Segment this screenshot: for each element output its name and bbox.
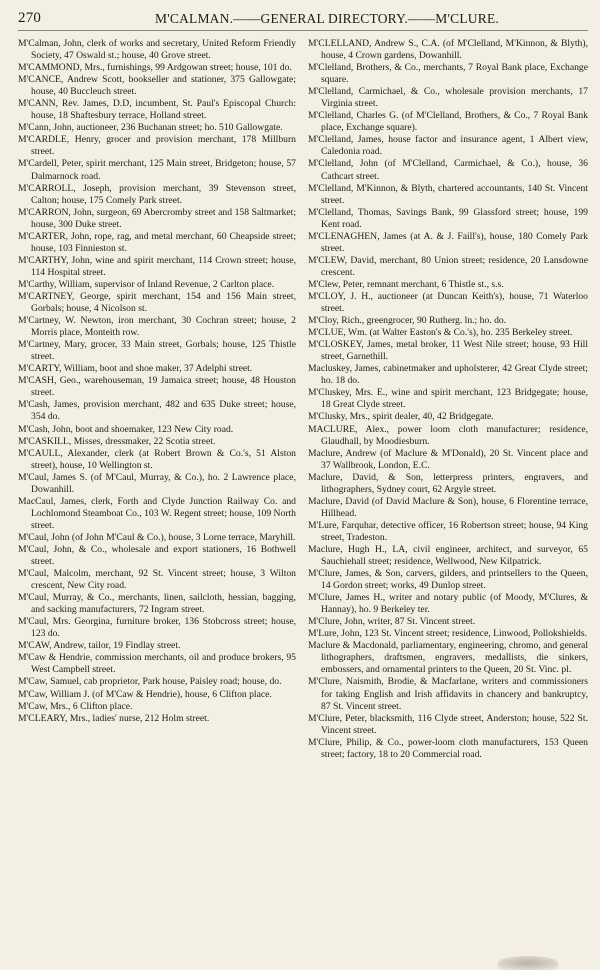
directory-entry: M'Clure, Naismith, Brodie, & Macfarlane, writers and commissioners for taking English and Irish affidavits in chancery and bankruptcy, 87 St. Vincent street. — [308, 676, 588, 712]
directory-entry: M'CLEARY, Mrs., ladies' nurse, 212 Holm street. — [18, 712, 210, 724]
directory-entry: M'CARRON, John, surgeon, 69 Abercromby street and 158 Saltmarket; house, 300 Duke street. — [18, 206, 296, 230]
directory-entry: M'Clure, James H., writer and notary public (of Moody, M'Clures, & Hannay), ho. 9 Berkeley ter. — [308, 592, 588, 616]
directory-entry: M'Clew, Peter, remnant merchant, 6 Thistle st., s.s. — [308, 278, 504, 290]
directory-entry: M'CLEW, David, merchant, 80 Union street; residence, 20 Lansdowne crescent. — [308, 254, 588, 278]
directory-entry: M'CAW, Andrew, tailor, 19 Findlay street. — [18, 640, 181, 652]
directory-entry: M'CANN, Rev. James, D.D, incumbent, St. Paul's Episcopal Church: house, 18 Shaftesbury terrace, Holland street. — [18, 98, 296, 122]
directory-entry: M'Caul, Malcolm, merchant, 92 St. Vincent street; house, 3 Wilton crescent, New City road. — [18, 568, 296, 592]
directory-entry: M'Clelland, Thomas, Savings Bank, 99 Glassford street; house, 199 Kent road. — [308, 206, 588, 230]
directory-entry: M'CARROLL, Joseph, provision merchant, 39 Stevenson street, Calton; house, 175 Comely Park street. — [18, 182, 296, 206]
left-column — [18, 38, 296, 956]
directory-entry: M'Carthy, William, supervisor of Inland Revenue, 2 Carlton place. — [18, 278, 275, 290]
directory-entry: M'Caw, Samuel, cab proprietor, Park house, Paisley road; house, do. — [18, 676, 282, 688]
directory-entry: Maclure, David (of David Maclure & Son), house, 6 Florentine terrace, Hillhead. — [308, 495, 588, 519]
directory-entry: Maclure & Macdonald, parliamentary, engineering, chromo, and general lithographers, draftsmen, engravers, medallists, die sinkers, embossers, and ornamental printers to the Queen, 20 St. Vinc. pl. — [308, 640, 588, 676]
directory-entry: MACLURE, Alex., power loom cloth manufacturer; residence, Glaudhall, by Moodiesburn. — [308, 423, 588, 447]
directory-entry: M'Caw, Mrs., 6 Clifton place. — [18, 700, 133, 712]
directory-entry: M'Cartney, Mary, grocer, 33 Main street, Gorbals; house, 125 Thistle street. — [18, 339, 296, 363]
directory-entry: M'Calman, John, clerk of works and secretary, United Reform Friendly Society, 47 Oswald st.; house, 40 Grove street. — [18, 38, 296, 62]
directory-entry: M'Cann, John, auctioneer, 236 Buchanan street; ho. 510 Gallowgate. — [18, 122, 283, 134]
directory-entry: M'Clelland, Charles G. (of M'Clelland, Brothers, & Co., 7 Royal Bank place, Exchange square). — [308, 110, 588, 134]
directory-entry: Maclure, David, & Son, letterpress printers, engravers, and lithographers, Sydney court, 62 Argyle street. — [308, 471, 588, 495]
directory-entry: M'Cartney, W. Newton, iron merchant, 30 Cochran street; house, 2 Morris place, Monteith row. — [18, 315, 296, 339]
directory-entry: M'Lure, John, 123 St. Vincent street; residence, Linwood, Pollokshields. — [308, 628, 587, 640]
directory-entry: M'CARTNEY, George, spirit merchant, 154 and 156 Main street, Gorbals; house, 4 Nicolson st. — [18, 290, 296, 315]
directory-entry: M'Caw & Hendrie, commission merchants, oil and produce brokers, 95 West Campbell street. — [18, 652, 296, 676]
directory-entry: M'CLOY, J. H., auctioneer (at Duncan Keith's), house, 71 Waterloo street. — [308, 290, 588, 315]
directory-entry: M'Clelland, Brothers, & Co., merchants, 7 Royal Bank place, Exchange square. — [308, 62, 588, 86]
directory-entry: M'CLELLAND, Andrew S., C.A. (of M'Clelland, M'Kinnon, & Blyth), house, 4 Crown gardens, Dowanhill. — [308, 38, 588, 62]
directory-entry: M'CANCE, Andrew Scott, bookseller and stationer, 375 Gallowgate; house, 40 Buccleuch street. — [18, 74, 296, 98]
page-number: 270 — [18, 10, 42, 26]
directory-entry: M'Clure, Peter, blacksmith, 116 Clyde street, Anderston; house, 522 St. Vincent street. — [308, 712, 588, 736]
directory-entry: Maclure, Andrew (of Maclure & M'Donald), 20 St. Vincent place and 37 Wallbrook, London, E.C. — [308, 447, 588, 471]
directory-entry: M'Cardell, Peter, spirit merchant, 125 Main street, Bridgeton; house, 57 Dalmarnock road. — [18, 158, 296, 182]
directory-entry: M'Caul, John, & Co., wholesale and export stationers, 16 Bothwell street. — [18, 543, 296, 568]
directory-entry: M'Caw, William J. (of M'Caw & Hendrie), house, 6 Clifton place. — [18, 688, 272, 700]
directory-entry: M'CASH, Geo., warehouseman, 19 Jamaica street; house, 48 Houston street. — [18, 375, 296, 399]
directory-entry: M'Clelland, John (of M'Clelland, Carmichael, & Co.), house, 36 Cathcart street. — [308, 158, 588, 182]
directory-entry: M'Cloy, Rich., greengrocer, 90 Rutherg. ln.; ho. do. — [308, 315, 507, 327]
directory-entry: M'CAMMOND, Mrs., furnishings, 99 Ardgowan street; house, 101 do. — [18, 62, 292, 74]
directory-entry: M'CAULL, Alexander, clerk (at Robert Brown & Co.'s, 51 Alston street), house, 10 Wellington st. — [18, 447, 296, 471]
directory-entry: M'Clure, Philip, & Co., power-loom cloth manufacturers, 153 Queen street; factory, 18 to 20 Commercial road. — [308, 736, 588, 760]
directory-entry: M'Clusky, Mrs., spirit dealer, 40, 42 Bridgegate. — [308, 411, 494, 423]
right-column — [308, 38, 588, 956]
directory-entry: M'Clelland, Carmichael, & Co., wholesale provision merchants, 17 Virginia street. — [308, 86, 588, 110]
directory-entry: M'CARTER, John, rope, rag, and metal merchant, 60 Cheapside street; house, 103 Finnieston st. — [18, 230, 296, 254]
directory-entry: M'Caul, Murray, & Co., merchants, linen, sailcloth, hessian, bagging, and sacking manufacturers, 72 Ingram street. — [18, 592, 296, 616]
directory-entry: M'Clelland, James, house factor and insurance agent, 1 Albert view, Caledonia road. — [308, 134, 588, 158]
directory-entry: M'Cash, John, boot and shoemaker, 123 New City road. — [18, 423, 234, 435]
page-edge-stain — [498, 956, 558, 970]
directory-entry: M'Caul, John (of John M'Caul & Co.), house, 3 Lorne terrace, Maryhill. — [18, 531, 296, 543]
directory-entry: M'Lure, Farquhar, detective officer, 16 Robertson street; house, 94 King street, Tradeston. — [308, 519, 588, 543]
running-title: M'CALMAN.——GENERAL DIRECTORY.——M'CLURE. — [155, 11, 499, 26]
directory-entry: M'CASKILL, Misses, dressmaker, 22 Scotia street. — [18, 435, 216, 447]
directory-entry: M'CARDLE, Henry, grocer and provision merchant, 178 Millburn street. — [18, 134, 296, 158]
directory-entry: M'Clure, John, writer, 87 St. Vincent street. — [308, 616, 476, 628]
directory-entry: M'Cluskey, Mrs. E., wine and spirit merchant, 123 Bridgegate; house, 18 Great Clyde street. — [308, 387, 588, 411]
directory-entry: M'Cash, James, provision merchant, 482 and 635 Duke street; house, 354 do. — [18, 399, 296, 423]
directory-entry: M'CARTY, William, boot and shoe maker, 37 Adelphi street. — [18, 363, 253, 375]
directory-entry: Macluskey, James, cabinetmaker and upholsterer, 42 Great Clyde street; ho. 18 do. — [308, 363, 588, 387]
directory-entry: M'CARTHY, John, wine and spirit merchant, 114 Crown street; house, 114 Hospital street. — [18, 254, 296, 278]
directory-entry: M'CLENAGHEN, James (at A. & J. Faill's), house, 180 Comely Park street. — [308, 230, 588, 254]
directory-entry: M'CLUE, Wm. (at Walter Easton's & Co.'s), ho. 235 Berkeley street. — [308, 327, 573, 339]
directory-entry: M'Caul, James S. (of M'Caul, Murray, & Co.), ho. 2 Lawrence place, Dowanhill. — [18, 471, 296, 495]
directory-entry: M'Caul, Mrs. Georgina, furniture broker, 136 Stobcross street; house, 123 do. — [18, 616, 296, 640]
directory-entry: M'Clure, James, & Son, carvers, gilders, and printsellers to the Queen, 14 Gordon street; works, 49 Dunlop street. — [308, 568, 588, 592]
directory-entry: M'Clelland, M'Kinnon, & Blyth, chartered accountants, 140 St. Vincent street. — [308, 182, 588, 206]
directory-entry: M'CLOSKEY, James, metal broker, 11 West Nile street; house, 93 Hill street, Garnethill. — [308, 339, 588, 363]
directory-entry: MacCaul, James, clerk, Forth and Clyde Junction Railway Co. and Lochlomond Steamboat Co., 103 W. Regent street; house, 109 North street. — [18, 495, 296, 531]
directory-entry: Maclure, Hugh H., LA, civil engineer, architect, and surveyor, 65 Sauchiehall street; residence, Wellwood, New Kilpatrick. — [308, 543, 588, 568]
page-header — [18, 8, 588, 31]
